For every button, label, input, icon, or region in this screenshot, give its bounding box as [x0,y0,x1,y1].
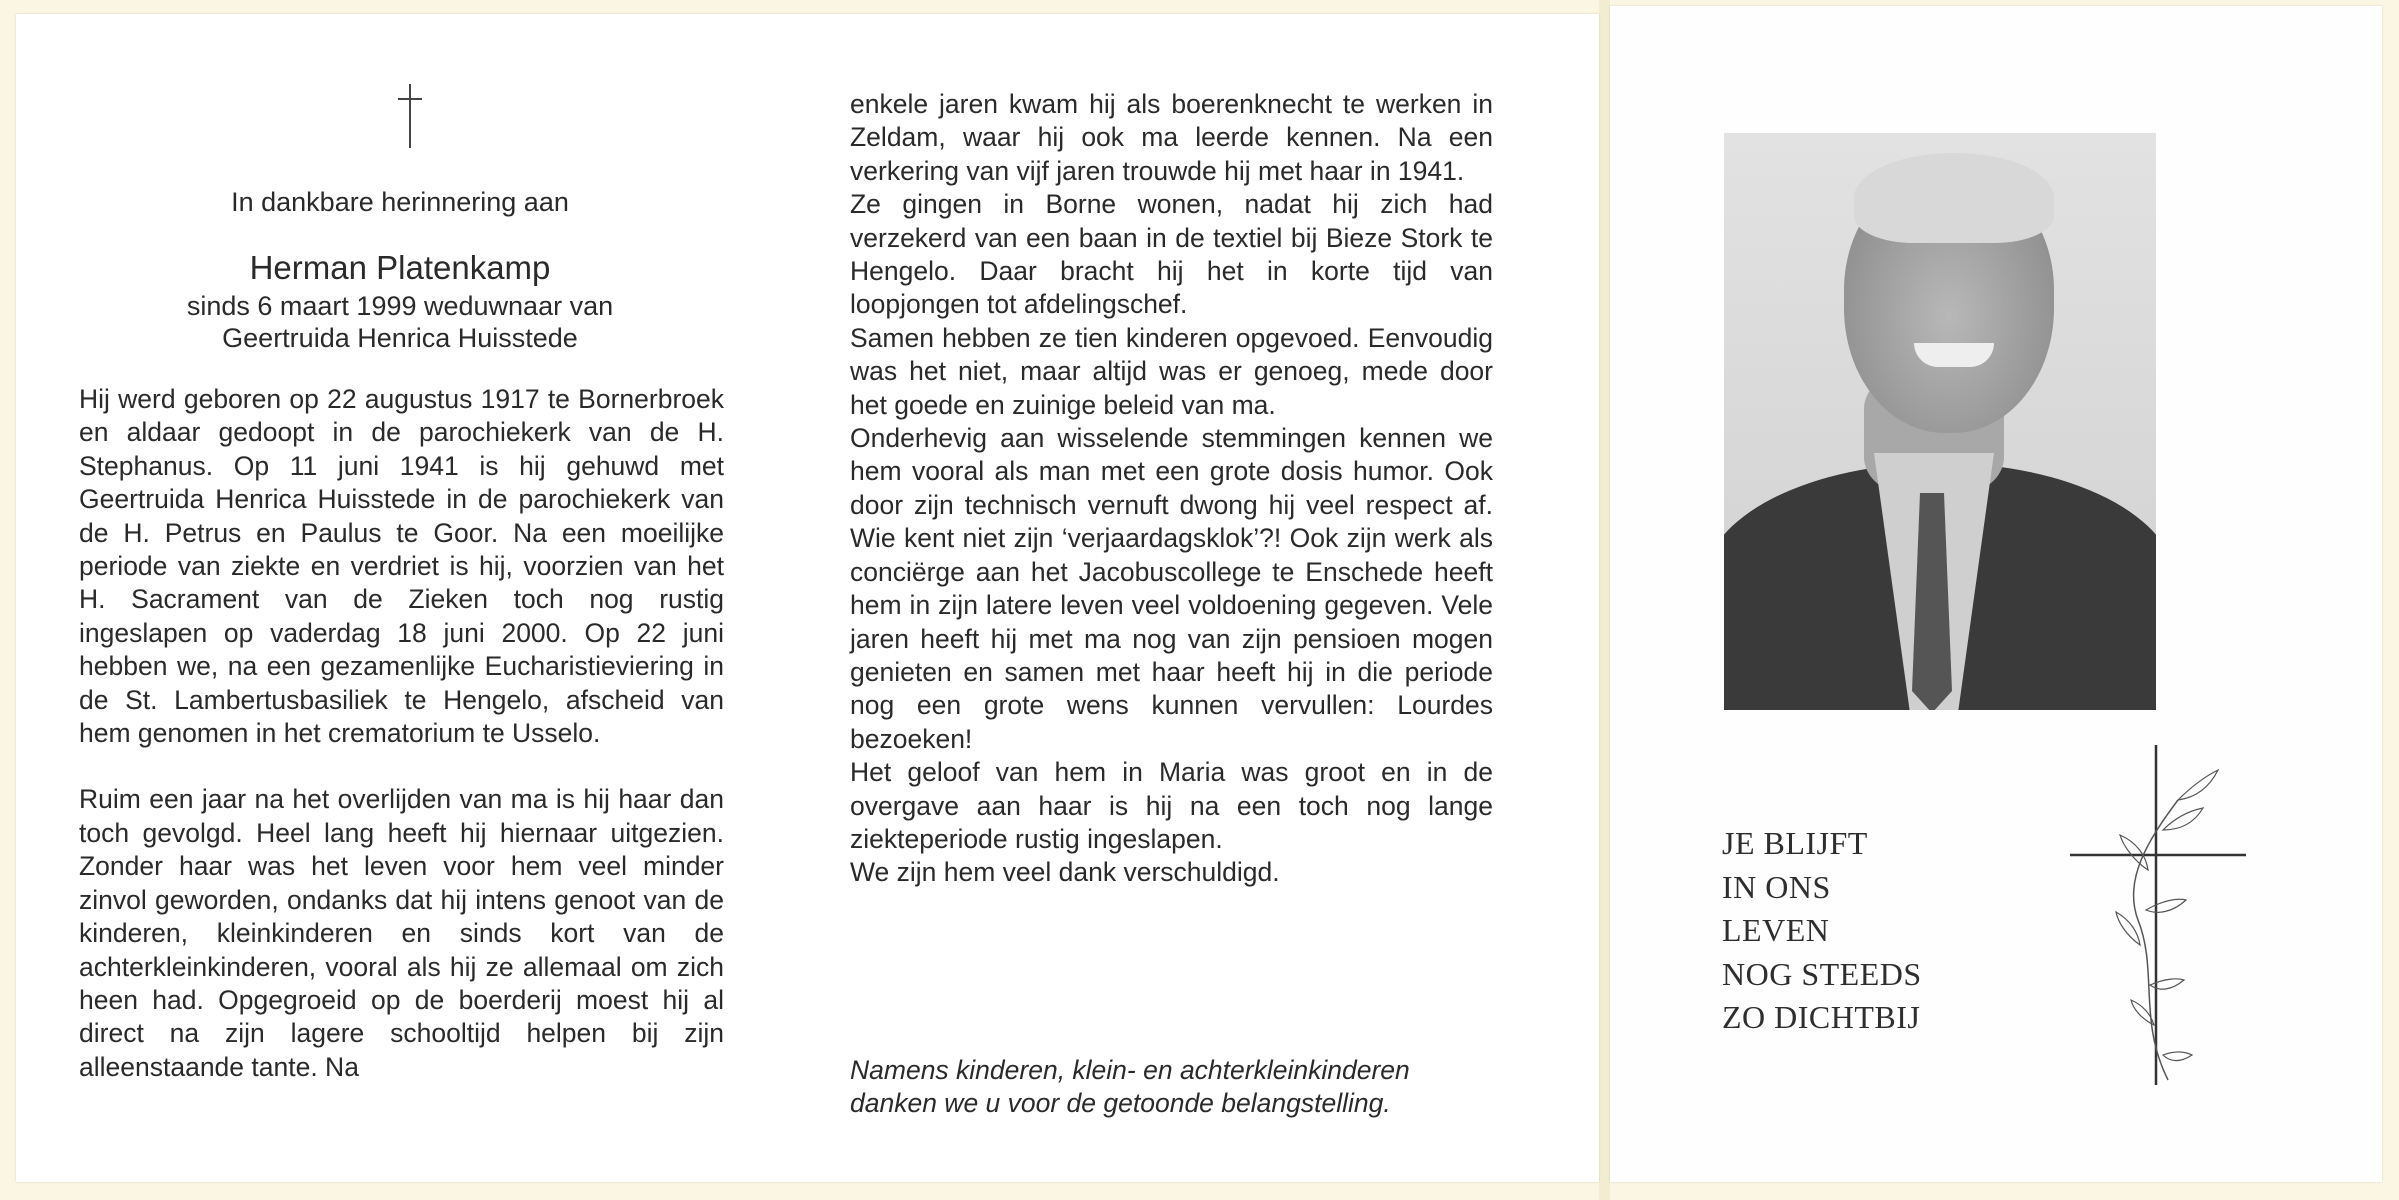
closing-thanks [850,1054,1530,1121]
biography-paragraph: Onderhevig aan wisselende stemmingen kennen we hem vooral als man met een grote dosis humor. Ook door zijn technisch vernuft dwong hij veel respect af. Wie kent niet zijn ‘verjaardagsklok’?! Ook zijn werk als conciërge aan het Jacobuscollege te Enschede heeft hem in zijn latere leven veel voldoening gegeven. Vele jaren heeft hij met ma nog van zijn pensioen mogen genieten en samen met haar heeft hij in die periode nog een grote wens kunnen vervullen: Lourdes bezoeken! [850,423,1493,754]
closing-line: Namens kinderen, klein- en achterkleinkinderen [850,1055,1410,1085]
card-fold [1599,0,1610,1200]
deceased-name: Herman Platenkamp [249,249,551,286]
biography-column-1 [79,383,724,1084]
closing-line: danken we u voor de getoonde belangstelling. [850,1088,1391,1119]
biography-paragraph: Ruim een jaar na het overlijden van ma is hij haar dan toch gevolgd. Heel lang heeft hij hiernaar uitgezien. Zonder haar was het leven voor hem veel minder zinvol geworden, ondanks dat hij intens genoot van de kinderen, kleinkinderen en sinds kort van de achterkleinkinderen, vooral als hij ze allemaal om zich heen had. Opgegroeid op de boerderij moest hij al direct na zijn lagere schooltijd helpen bij zijn alleenstaande tante. Na [79,784,724,1082]
verse-line: ZO DICHTBIJ [1722,999,1921,1035]
biography-paragraph: Het geloof van hem in Maria was groot en in de overgave aan haar is hij na een toch nog lange ziekteperiode rustig ingeslapen. [850,757,1493,854]
verse-line: JE BLIJFT [1722,825,1868,861]
intro-text: In dankbare herinnering aan [231,187,569,217]
biography-column-2 [850,88,1493,890]
biography-paragraph: enkele jaren kwam hij als boerenknecht te werken in Zeldam, waar hij ook ma leerde kennen. Na een verkering van vijf jaren trouwde hij met haar in 1941. [850,89,1493,186]
biography-paragraph: Ze gingen in Borne wonen, nadat hij zich had verzekerd van een baan in de textiel bij Bieze Stork te Hengelo. Daar bracht hij het in korte tijd van loopjongen tot afdelingschef. [850,189,1493,320]
verse-line: LEVEN [1722,912,1830,948]
verse-line: IN ONS [1722,868,1831,905]
verse-line: NOG STEEDS [1722,955,1922,992]
cross-icon [398,84,422,148]
biography-paragraph: We zijn hem veel dank verschuldigd. [850,857,1280,888]
cross-with-branch-icon [2068,740,2248,1090]
widower-line: sinds 6 maart 1999 weduwnaar van [186,291,614,321]
biography-paragraph: Hij werd geboren op 22 augustus 1917 te Bornerbroek en aldaar gedoopt in de parochiekerk van de H. Stephanus. Op 11 juni 1941 is hij gehuwd met Geertruida Henrica Huisstede in de parochiekerk van de H. Petrus en Paulus te Goor. Na een moeilijke periode van ziekte en verdriet is hij, voorzien van het H. Sacrament van de Zieken toch nog rustig ingeslapen op vaderdag 18 juni 2000. Op 22 juni hebben we, na een gezamenlijke Eucharistieviering in de St. Lambertusbasiliek te Hengelo, afscheid van hem genomen in het crematorium te Usselo. [79,384,724,749]
biography-paragraph: Samen hebben ze tien kinderen opgevoed. Eenvoudig was het niet, maar altijd was er genoeg, mede door het goede en zuinige beleid van ma. [850,322,1493,420]
spouse-name: Geertruida Henrica Huisstede [222,323,578,353]
memorial-verse [1722,822,1922,1040]
portrait-photo [1724,133,2156,710]
